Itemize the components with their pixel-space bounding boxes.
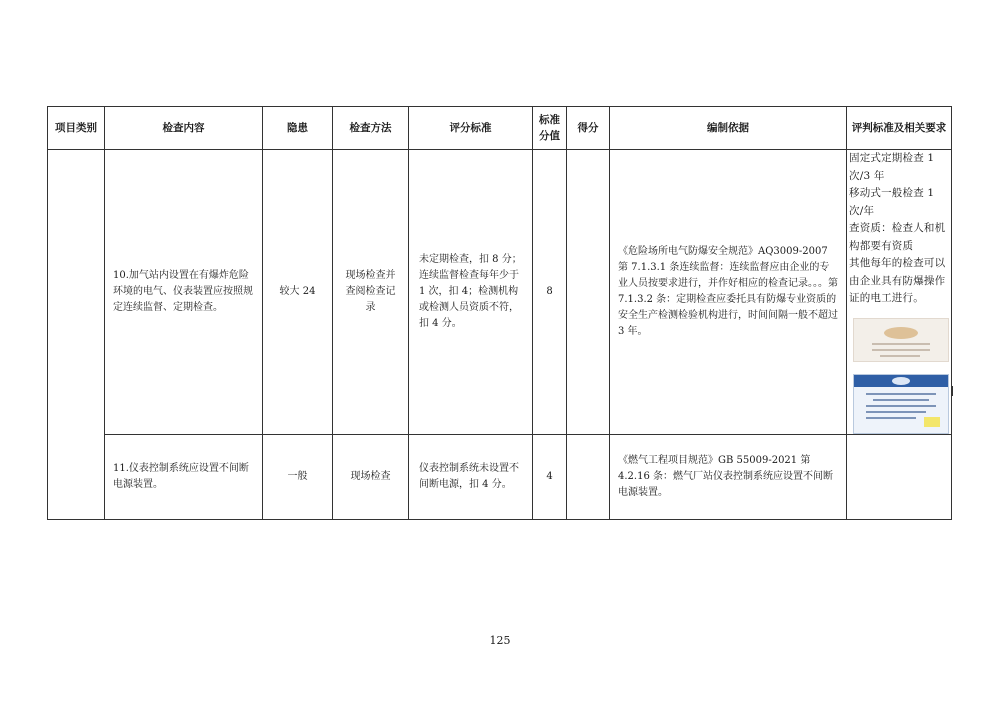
hazard-cell: 一般 [263,435,333,520]
criteria-cell: 未定期检查，扣 8 分；连续监督检查每年少于 1 次，扣 4；检测机构或检测人员资质不符，扣 4 分。 [409,150,533,435]
basis-cell: 《危险场所电气防爆安全规范》AQ3009-2007 第 7.1.3.1 条连续监督：连续监督应由企业的专业人员按要求进行，并作好相应的检查记录。。。第 7.1.3.2 条：定期检查应委托具有防爆专业资质的安全生产检测检验机构进行，时间间隔一般不超过 3 年。 [610,150,847,435]
header-score-value-line2: 分值 [539,130,560,142]
content-cell: 10.加气站内设置在有爆炸危险环境的电气、仪表装置应按照规定连续监督、定期检查。 [105,150,263,435]
table-row [48,150,952,435]
requirements-text: 固定式定期检查 1 次/3 年 移动式一般检查 1 次/年 查资质：检查人和机构都要有资质 其他每年的检查可以由企业具有防爆操作证的电工进行。 [849,152,946,304]
method-cell: 现场检查并查阅检查记录 [333,150,409,435]
category-cell [48,150,105,520]
header-basis: 编制依据 [610,107,847,150]
content-cell: 11.仪表控制系统应设置不间断电源装置。 [105,435,263,520]
qualification-certificate-image [853,318,949,362]
header-content: 检查内容 [105,107,263,150]
header-criteria: 评分标准 [409,107,533,150]
score-cell [567,435,610,520]
score-value-cell: 8 [533,150,567,435]
method-cell: 现场检查 [333,435,409,520]
requirements-cell [847,150,952,435]
criteria-cell: 仪表控制系统未设置不间断电源，扣 4 分。 [409,435,533,520]
table-edge-mark [951,386,953,396]
hazard-cell: 较大 24 [263,150,333,435]
inspection-certificate-image [853,374,949,434]
score-value-cell: 4 [533,435,567,520]
inspection-table [47,106,952,520]
table-row [48,435,952,520]
score-cell [567,150,610,435]
basis-cell: 《燃气工程项目规范》GB 55009-2021 第 4.2.16 条：燃气厂站仪表控制系统应设置不间断电源装置。 [610,435,847,520]
header-requirements: 评判标准及相关要求 [847,107,952,150]
header-hazard: 隐患 [263,107,333,150]
header-score-value [533,107,567,150]
page-number: 125 [489,634,511,647]
header-score: 得分 [567,107,610,150]
requirements-cell [847,435,952,520]
table-header-row [48,107,952,150]
header-score-value-line1: 标准 [539,114,560,126]
header-category: 项目类别 [48,107,105,150]
header-method: 检查方法 [333,107,409,150]
